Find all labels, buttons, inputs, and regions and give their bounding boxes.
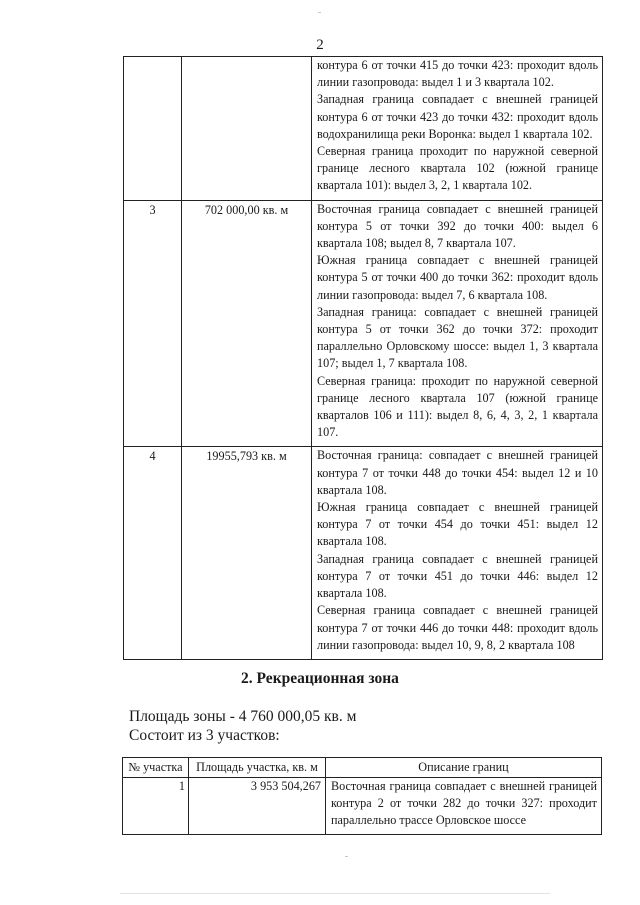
table-row [124, 200, 603, 447]
plot-area: 702 000,00 кв. м [182, 200, 312, 447]
table-row [124, 57, 603, 201]
boundary-paragraph: Восточная граница: совпадает с внешней границей контура 7 от точки 448 до точки 454: выдел 12 и 10 квартала 108. [317, 448, 598, 497]
boundary-paragraph: Южная граница совпадает с внешней границей контура 5 от точки 400 до точки 362: проходит вдоль линии газопровода: выдел 7, 6 квартала 108. [317, 253, 598, 302]
boundary-paragraph: Западная граница: совпадает с внешней границей контура 5 от точки 362 до точки 372: проходит параллельно Орловскому шоссе: выдел 1, 3 квартала 107; выдел 1, 7 квартала 108. [317, 304, 598, 371]
boundary-paragraph: контура 6 от точки 415 до точки 423: проходит вдоль линии газопровода: выдел 1 и 3 квартала 102. [317, 58, 598, 90]
header-description: Описание границ [326, 758, 602, 778]
boundary-paragraph: Северная граница проходит по наружной северной границе лесного квартала 102 (южной границе квартала 101): выдел 3, 2, 1 квартала 102. [317, 144, 598, 193]
boundary-paragraph: Восточная граница совпадает с внешней границей контура 5 от точки 392 до точки 400: выдел 6 квартала 108; выдел 8, 7 квартала 107. [317, 201, 598, 251]
header-plot-number: № участка [123, 758, 189, 778]
boundary-description: Восточная граница совпадает с внешней границей контура 2 от точки 282 до точки 327: проходит параллельно трассе Орловское шоссе [326, 778, 602, 835]
boundary-paragraph: Южная граница совпадает с внешней границей контура 7 от точки 454 до точки 451: выдел 12 квартала 108. [317, 500, 598, 549]
boundary-description [312, 447, 603, 659]
scan-artifact [345, 856, 348, 857]
plot-area: 19955,793 кв. м [182, 447, 312, 659]
boundary-description [312, 200, 603, 447]
boundary-paragraph: Западная граница совпадает с внешней границей контура 6 от точки 423 до точки 432: проходит вдоль водохранилища реки Воронка: выдел 1 квартала 102. [317, 92, 598, 141]
section-title: 2. Рекреационная зона [241, 670, 399, 687]
table-row [124, 447, 603, 659]
plot-number: 4 [124, 447, 182, 659]
boundaries-table [123, 56, 603, 660]
plot-number [124, 57, 182, 201]
plot-number: 3 [124, 200, 182, 447]
recreation-table [122, 757, 602, 835]
plot-area [182, 57, 312, 201]
page-number: 2 [316, 37, 324, 53]
header-plot-area: Площадь участка, кв. м [189, 758, 326, 778]
scan-artifact [120, 893, 550, 894]
boundary-description [312, 57, 603, 201]
scan-artifact [318, 12, 321, 13]
table-row [123, 778, 602, 835]
plot-area: 3 953 504,267 [189, 778, 326, 835]
zone-area: Площадь зоны - 4 760 000,05 кв. м [129, 708, 357, 725]
table-header-row [123, 758, 602, 778]
zone-parts: Состоит из 3 участков: [129, 727, 280, 744]
boundary-paragraph: Северная граница совпадает с внешней границей контура 7 от точки 446 до точки 448: проходит вдоль линии газопровода: выдел 10, 9, 8, 2 квартала 108 [317, 603, 598, 652]
boundary-paragraph: Северная граница: проходит по наружной северной границе лесного квартала 107 (южной границе кварталов 106 и 111): выдел 8, 6, 4, 3, 2, 1 квартала 107. [317, 373, 598, 440]
boundary-paragraph: Западная граница совпадает с внешней границей контура 7 от точки 451 до точки 446: выдел 12 квартала 108. [317, 551, 598, 601]
plot-number: 1 [123, 778, 189, 835]
